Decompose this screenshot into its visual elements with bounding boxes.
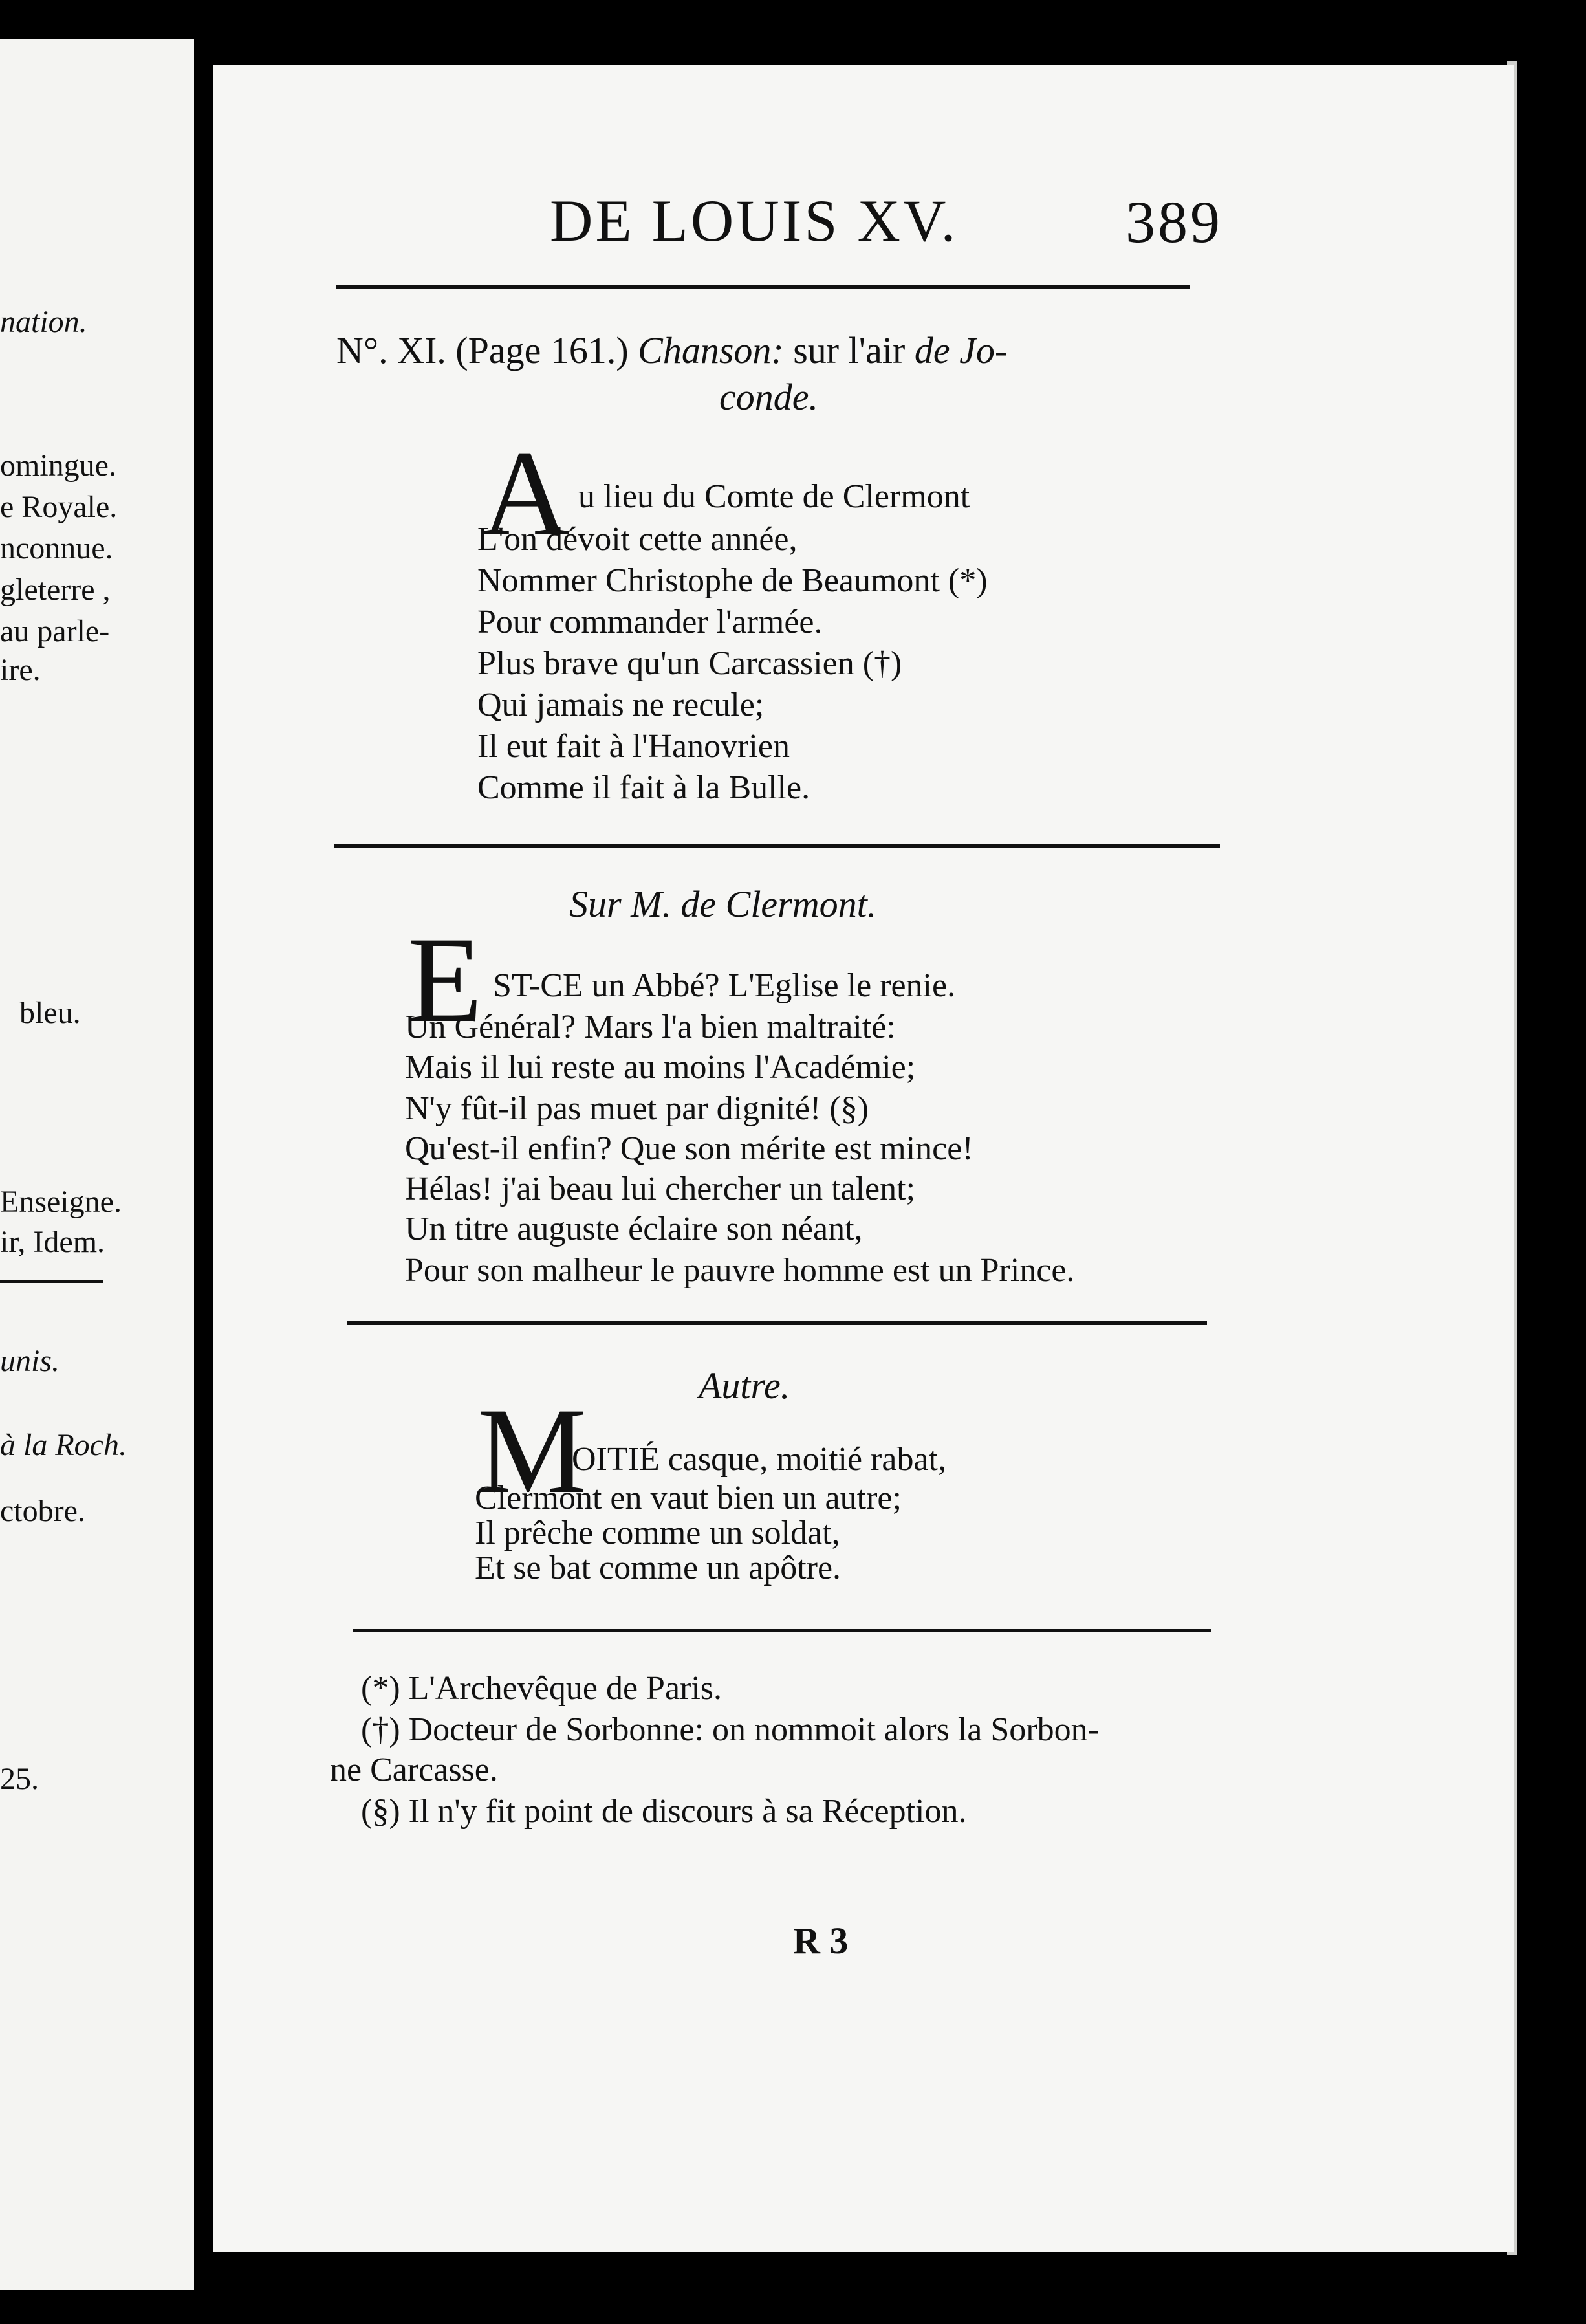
poem-line: N'y fût-il pas muet par dignité! (§) bbox=[405, 1090, 869, 1127]
poem-line: Pour commander l'armée. bbox=[477, 604, 823, 641]
left-fragment: à la Roch. bbox=[0, 1428, 127, 1462]
left-fragment: e Royale. bbox=[0, 490, 118, 524]
left-fragment: ir, Idem. bbox=[0, 1225, 105, 1259]
heading-air: sur l'air bbox=[793, 329, 906, 371]
left-fragment: ctobre. bbox=[0, 1494, 85, 1528]
section-rule bbox=[347, 1321, 1207, 1325]
poem-line: Qu'est-il enfin? Que son mérite est mince! bbox=[405, 1130, 973, 1167]
footnote: (†) Docteur de Sorbonne: on nommoit alors la Sorbon- bbox=[361, 1711, 1099, 1748]
poem-line: Un titre auguste éclaire son néant, bbox=[405, 1211, 863, 1247]
poem-line: Pour son malheur le pauvre homme est un Prince. bbox=[405, 1252, 1075, 1289]
section-rule bbox=[334, 844, 1220, 848]
poem-line: OITIÉ casque, moitié rabat, bbox=[572, 1441, 946, 1478]
signature-mark: R 3 bbox=[793, 1920, 849, 1962]
left-fragment: omingue. bbox=[0, 448, 116, 483]
poem-line: Hélas! j'ai beau lui chercher un talent; bbox=[405, 1170, 916, 1207]
poem-line: Comme il fait à la Bulle. bbox=[477, 769, 810, 806]
drop-cap: E bbox=[407, 912, 483, 1048]
poem-line: Qui jamais ne recule; bbox=[477, 686, 765, 723]
poem-line: ST-CE un Abbé? L'Eglise le renie. bbox=[493, 967, 956, 1004]
header-rule bbox=[336, 285, 1190, 289]
poem-line: Et se bat comme un apôtre. bbox=[475, 1550, 842, 1586]
poem-line: Il eut fait à l'Hanovrien bbox=[477, 728, 790, 765]
heading-type: Chanson: bbox=[638, 329, 784, 371]
heading-tune: de Jo- bbox=[914, 329, 1008, 371]
poem-line: Mais il lui reste au moins l'Académie; bbox=[405, 1049, 916, 1086]
footnote: (§) Il n'y fit point de discours à sa Réception. bbox=[361, 1793, 967, 1830]
poem-line: u lieu du Comte de Clermont bbox=[578, 478, 970, 515]
left-fragment: Enseigne. bbox=[0, 1185, 122, 1219]
left-fragment: au parle- bbox=[0, 614, 110, 648]
poem-line: Plus brave qu'un Carcassien (†) bbox=[477, 645, 902, 682]
poem-line: Clermont en vaut bien un autre; bbox=[475, 1480, 902, 1517]
running-title: DE LOUIS XV. bbox=[550, 188, 959, 254]
left-fragment: nation. bbox=[0, 305, 87, 339]
drop-cap: A bbox=[481, 426, 570, 562]
section-title: Autre. bbox=[699, 1365, 790, 1407]
left-fragment: ire. bbox=[0, 653, 41, 687]
left-fragment: nconnue. bbox=[0, 531, 113, 565]
footnote: (*) L'Archevêque de Paris. bbox=[361, 1670, 722, 1707]
poem-line: Il prêche comme un soldat, bbox=[475, 1515, 840, 1551]
page-number: 389 bbox=[1125, 189, 1222, 255]
heading-tune-continued: conde. bbox=[719, 376, 818, 418]
left-facing-page bbox=[0, 39, 194, 2290]
left-fragment: 25. bbox=[0, 1762, 39, 1796]
drop-cap: M bbox=[477, 1383, 587, 1519]
heading-page: (Page 161.) bbox=[455, 329, 629, 371]
footnote-rule bbox=[353, 1629, 1211, 1632]
poem-line: L'on dévoit cette année, bbox=[477, 521, 798, 558]
left-fragment: gleterre , bbox=[0, 573, 111, 607]
left-fragment: unis. bbox=[0, 1344, 60, 1378]
footnote: ne Carcasse. bbox=[330, 1751, 498, 1788]
section-heading bbox=[336, 329, 1007, 372]
section-title: Sur M. de Clermont. bbox=[569, 883, 877, 925]
heading-number: N°. XI. bbox=[336, 329, 446, 371]
poem-line: Un Général? Mars l'a bien maltraité: bbox=[405, 1009, 896, 1046]
left-fragment: bleu. bbox=[19, 996, 81, 1030]
poem-line: Nommer Christophe de Beaumont (*) bbox=[477, 562, 988, 599]
left-rule bbox=[0, 1280, 103, 1283]
